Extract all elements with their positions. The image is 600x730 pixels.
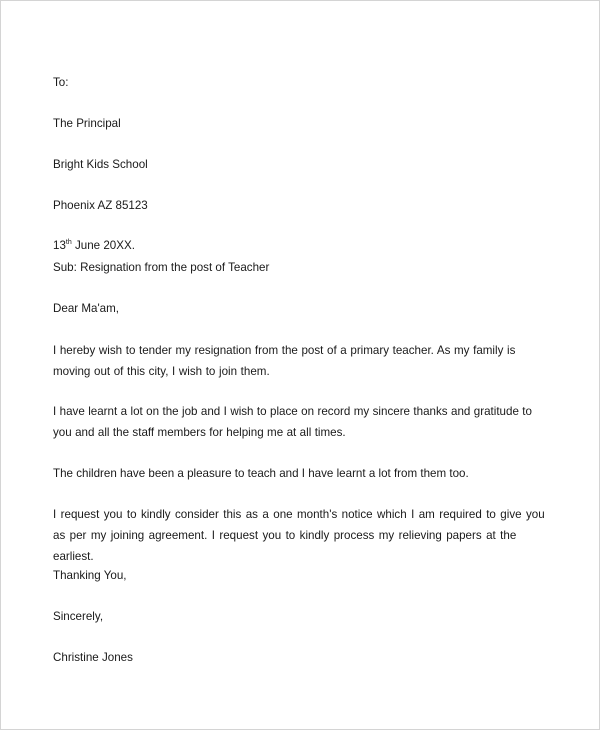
signature-name: Christine Jones [53, 651, 133, 664]
closing-thanks: Thanking You, [53, 569, 127, 582]
recipient-title: The Principal [53, 117, 121, 130]
address: Phoenix AZ 85123 [53, 199, 148, 212]
paragraph-2: I have learnt a lot on the job and I wish to place on record my sincere thanks and gratitude to you and all the staff members for helping me at all times. [53, 405, 532, 439]
salutation: Dear Ma'am, [53, 302, 119, 315]
paragraph-4: I request you to kindly consider this as a one month's notice which I am required to give you as per my joining agreement. I request you to kindly process my relieving papers at the earliest. [53, 508, 545, 563]
date-rest: June 20XX. [71, 239, 135, 252]
date-suffix: th [65, 239, 72, 246]
closing: Sincerely, [53, 610, 104, 623]
date-day: 13 [53, 239, 66, 252]
to-label: To: [53, 76, 69, 89]
paragraph-3: The children have been a pleasure to teach and I have learnt a lot from them too. [53, 467, 469, 480]
school-name: Bright Kids School [53, 158, 148, 171]
letter-date [53, 239, 553, 253]
paragraph-1: I hereby wish to tender my resignation from the post of a primary teacher. As my family is moving out of this city, I wish to join them. [53, 344, 516, 378]
subject-line: Sub: Resignation from the post of Teacher [53, 261, 270, 274]
